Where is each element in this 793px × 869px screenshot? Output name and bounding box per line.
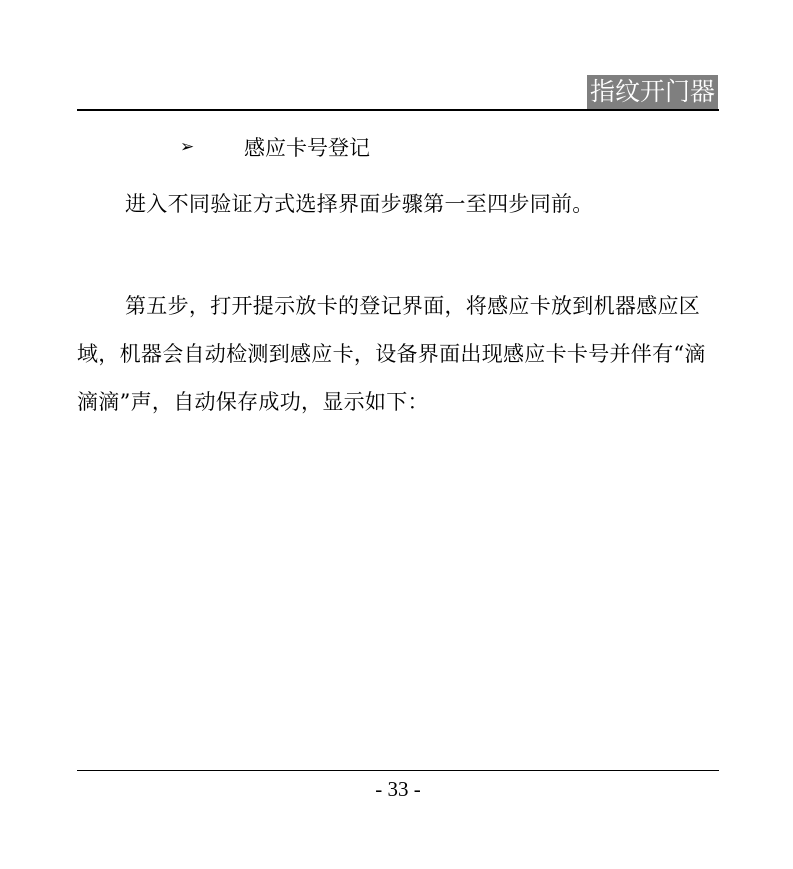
section-title: 感应卡号登记 [244,136,370,160]
section-heading [180,132,370,162]
bullet-arrow-icon: ➢ [180,137,195,157]
header-title: 指纹开门器 [587,75,718,109]
page-number: - 33 - [375,777,421,801]
paragraph-intro: 进入不同验证方式选择界面步骤第一至四步同前。 [125,192,594,216]
paragraph-step-five: 第五步，打开提示放卡的登记界面，将感应卡放到机器感应区域，机器会自动检测到感应卡，设备界面出现感应卡卡号并伴有“滴滴滴”声，自动保存成功，显示如下： [77,294,706,414]
footer-divider [77,770,719,771]
header-divider [77,109,719,111]
